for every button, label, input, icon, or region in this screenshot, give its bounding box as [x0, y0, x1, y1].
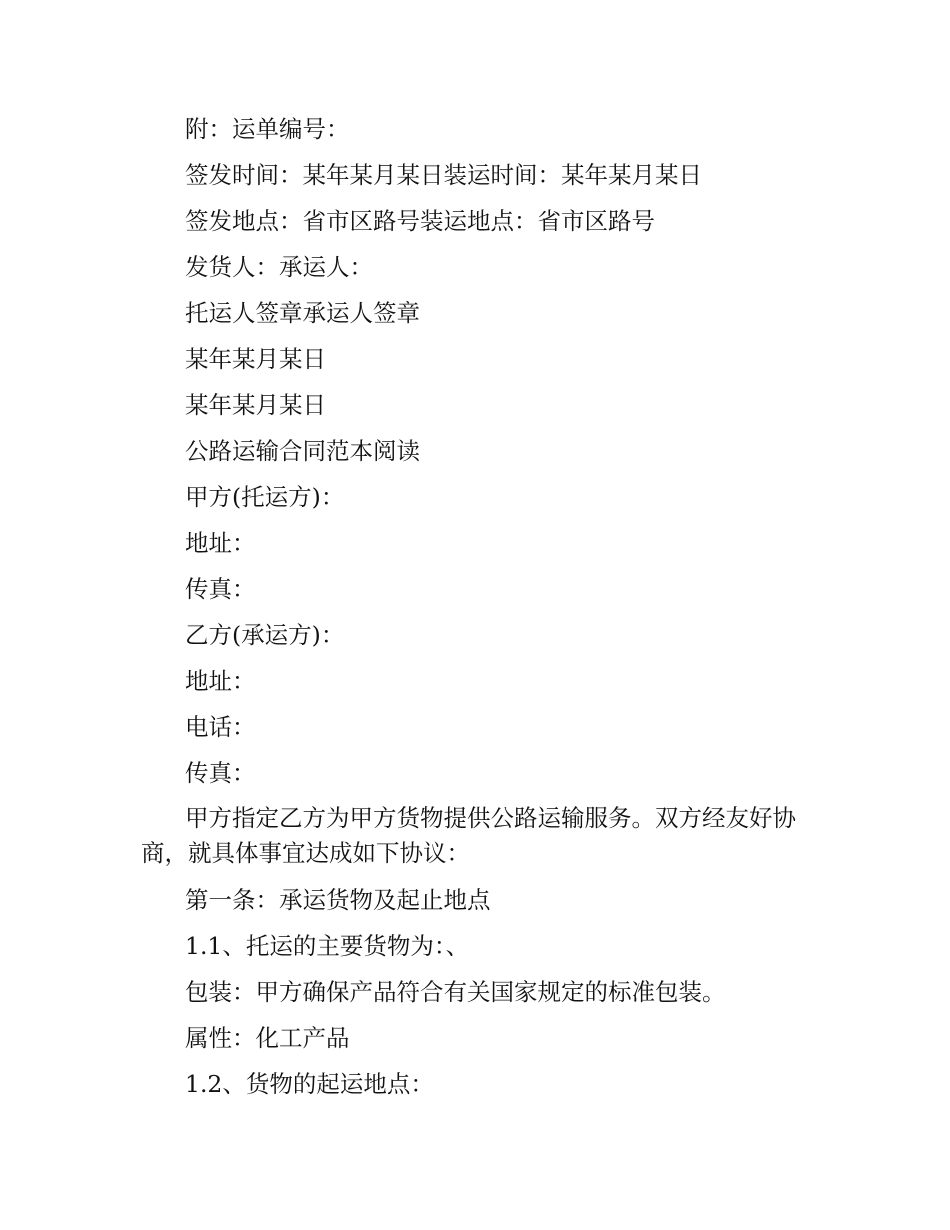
article-1-heading: 第一条：承运货物及起止地点	[185, 886, 491, 914]
contract-title-line: 公路运输合同范本阅读	[185, 437, 420, 465]
agreement-intro-paragraph: 甲方指定乙方为甲方货物提供公路运输服务。双方经友好协商，就具体事宜达成如下协议：	[141, 804, 796, 867]
waybill-number-line: 附：运单编号：	[185, 115, 350, 143]
clause-1-1-line: 1.1、托运的主要货物为：、	[185, 932, 470, 960]
party-b-phone-line: 电话：	[185, 713, 256, 741]
issue-place-line: 签发地点：省市区路号装运地点：省市区路号	[185, 207, 655, 235]
issue-time-line: 签发时间：某年某月某日装运时间：某年某月某日	[185, 161, 702, 189]
date-line-2: 某年某月某日	[185, 391, 326, 419]
shipper-carrier-line: 发货人：承运人：	[185, 253, 373, 281]
party-b-line: 乙方(承运方)：	[185, 621, 345, 649]
date-line-1: 某年某月某日	[185, 345, 326, 373]
party-a-line: 甲方(托运方)：	[185, 483, 345, 511]
party-a-fax-line: 传真：	[185, 575, 256, 603]
party-b-address-line: 地址：	[185, 667, 256, 695]
party-b-fax-line: 传真：	[185, 759, 256, 787]
party-a-address-line: 地址：	[185, 529, 256, 557]
attribute-line: 属性：化工产品	[185, 1024, 350, 1052]
signature-line: 托运人签章承运人签章	[185, 299, 420, 327]
packaging-line: 包装：甲方确保产品符合有关国家规定的标准包装。	[185, 978, 726, 1006]
clause-1-2-line: 1.2、货物的起运地点：	[185, 1070, 434, 1098]
document-body	[141, 106, 831, 1107]
